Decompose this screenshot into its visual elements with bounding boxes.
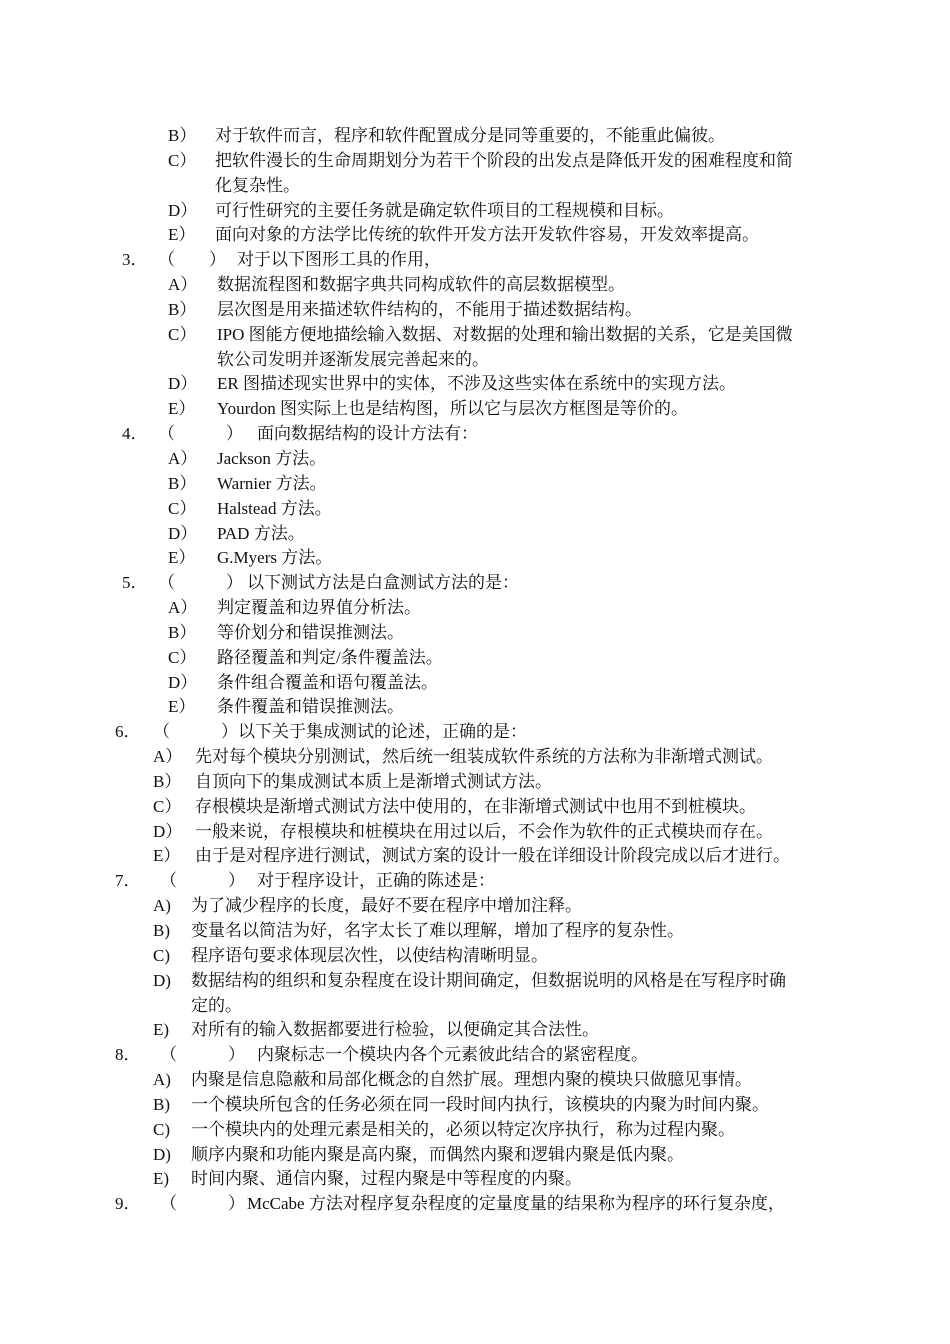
continuation-line [0,994,950,1019]
option-line [0,223,950,248]
option-text: 层次图是用来描述软件结构的，不能用于描述数据结构。 [217,299,642,319]
option-text: 化复杂性。 [215,175,300,195]
option-label: B） [168,622,197,642]
option-label: D） [168,672,198,692]
option-text: 把软件漫长的生命周期划分为若干个阶段的出发点是降低开发的困难程度和简 [215,150,793,170]
option-line [0,795,950,820]
option-line [0,894,950,919]
question-text: McCabe 方法对程序复杂程度的定量度量的结果称为程序的环行复杂度， [247,1194,785,1214]
option-label: B） [168,473,197,493]
option-label: C) [153,1119,170,1139]
question-line [0,869,950,894]
option-text: 面向对象的方法学比传统的软件开发方法开发软件容易，开发效率提高。 [215,225,759,245]
answer-blank: （ ） [153,722,238,742]
question-line [0,720,950,745]
question-text: 面向数据结构的设计方法有： [257,424,478,444]
option-text: G.Myers 方法。 [217,548,333,568]
option-line [0,372,950,397]
option-text: 条件组合覆盖和语句覆盖法。 [217,672,438,692]
option-label: E) [153,1020,170,1040]
option-line [0,1068,950,1093]
option-line [0,969,950,994]
option-label: A） [153,747,183,767]
option-text: 数据流程图和数据字典共同构成软件的高层数据模型。 [217,275,625,295]
question-line [0,1043,950,1068]
option-text: 条件覆盖和错误推测法。 [217,697,404,717]
option-line [0,919,950,944]
answer-blank: （ ） [160,1194,245,1214]
option-text: 变量名以简洁为好，名字太长了难以理解，增加了程序的复杂性。 [191,921,684,940]
option-label: C） [153,796,182,816]
option-text: 等价划分和错误推测法。 [217,622,404,642]
answer-blank: （ ） [160,1045,245,1065]
option-text: 一个模块所包含的任务必须在同一段时间内执行，该模块的内聚为时间内聚。 [191,1094,769,1114]
option-line [0,844,950,869]
option-label: C） [168,324,197,344]
option-line [0,149,950,174]
option-text: PAD 方法。 [217,523,305,543]
option-line [0,596,950,621]
option-line [0,472,950,497]
option-label: E） [168,548,196,568]
question-text: 内聚标志一个模块内各个元素彼此结合的紧密程度。 [257,1045,648,1065]
question-line [0,571,950,596]
option-text: 一个模块内的处理元素是相关的，必须以特定次序执行，称为过程内聚。 [191,1119,735,1139]
question-number: 4． [122,424,148,444]
option-line [0,124,950,149]
option-text: Warnier 方法。 [217,473,327,493]
option-label: E） [168,225,196,245]
option-text: 对所有的输入数据都要进行检验，以便确定其合法性。 [191,1020,599,1040]
question-number: 5． [122,573,148,593]
question-line [0,1192,950,1217]
option-line [0,199,950,224]
option-line [0,1093,950,1118]
option-line [0,671,950,696]
question-text: 对于以下图形工具的作用， [237,250,441,270]
option-line [0,273,950,298]
option-line [0,745,950,770]
question-number: 3． [122,250,148,270]
option-label: E） [168,399,196,419]
option-label: D) [153,970,171,990]
option-label: D） [168,374,198,394]
option-label: C) [153,945,170,965]
option-line [0,522,950,547]
option-text: 数据结构的组织和复杂程度在设计期间确定，但数据说明的风格是在写程序时确 [191,970,786,990]
option-text: 对于软件而言，程序和软件配置成分是同等重要的，不能重此偏彼。 [215,126,725,145]
option-text: 为了减少程序的长度，最好不要在程序中增加注释。 [191,896,582,916]
option-label: A） [168,448,198,468]
option-line [0,1118,950,1143]
answer-blank: （ ） [158,250,226,270]
option-label: E) [153,1169,170,1189]
option-text: 由于是对程序进行测试，测试方案的设计一般在详细设计阶段完成以后才进行。 [195,846,790,866]
option-text: 路径覆盖和判定/条件覆盖法。 [217,647,443,667]
question-line [0,248,950,273]
option-line [0,820,950,845]
question-number: 6． [115,722,141,742]
option-label: D) [153,1144,171,1164]
option-text: Yourdon 图实际上也是结构图，所以它与层次方框图是等价的。 [217,399,688,419]
option-line [0,497,950,522]
question-text: 以下关于集成测试的论述，正确的是： [238,722,527,742]
option-label: A） [168,275,198,295]
question-number: 7． [115,871,141,891]
question-line [0,422,950,447]
option-line [0,323,950,348]
answer-blank: （ ） [158,573,243,593]
option-text: ER 图描述现实世界中的实体，不涉及这些实体在系统中的实现方法。 [217,374,736,394]
option-line [0,447,950,472]
option-line [0,944,950,969]
option-text: 时间内聚、通信内聚，过程内聚是中等程度的内聚。 [191,1169,582,1189]
question-text: 以下测试方法是白盒测试方法的是： [247,573,519,593]
option-text: 先对每个模块分别测试，然后统一组装成软件系统的方法称为非渐增式测试。 [195,747,773,767]
option-label: C） [168,498,197,518]
option-text: 存根模块是渐增式测试方法中使用的，在非渐增式测试中也用不到桩模块。 [195,796,756,816]
option-text: 可行性研究的主要任务就是确定软件项目的工程规模和目标。 [215,200,674,220]
option-line [0,397,950,422]
option-label: D） [168,523,198,543]
option-line [0,1143,950,1168]
option-label: B） [168,299,197,319]
option-line [0,695,950,720]
option-line [0,646,950,671]
option-label: B） [168,126,197,145]
question-number: 9． [115,1194,141,1214]
answer-blank: （ ） [160,871,245,891]
answer-blank: （ ） [158,424,243,444]
option-label: A) [153,896,171,916]
option-label: E） [168,697,196,717]
option-text: Jackson 方法。 [217,448,327,468]
option-line [0,298,950,323]
option-line [0,546,950,571]
option-line [0,621,950,646]
question-text: 对于程序设计，正确的陈述是： [257,871,495,891]
option-text: 软公司发明并逐渐发展完善起来的。 [217,349,489,369]
option-line [0,770,950,795]
option-text: 一般来说，存根模块和桩模块在用过以后，不会作为软件的正式模块而存在。 [195,821,773,841]
option-label: B) [153,921,170,940]
option-label: C） [168,647,197,667]
option-text: 内聚是信息隐蔽和局部化概念的自然扩展。理想内聚的模块只做臆见事情。 [191,1070,752,1090]
option-label: D） [153,821,183,841]
continuation-line [0,348,950,373]
option-label: E） [153,846,181,866]
option-line [0,1018,950,1043]
document-page [0,124,950,1217]
option-text: 定的。 [191,995,242,1015]
option-label: B) [153,1094,170,1114]
option-text: IPO 图能方便地描绘输入数据、对数据的处理和输出数据的关系，它是美国微 [217,324,793,344]
option-text: Halstead 方法。 [217,498,332,518]
option-text: 顺序内聚和功能内聚是高内聚，而偶然内聚和逻辑内聚是低内聚。 [191,1144,684,1164]
option-line [0,1167,950,1192]
option-label: C） [168,150,197,170]
option-label: A) [153,1070,171,1090]
option-text: 程序语句要求体现层次性，以使结构清晰明显。 [191,945,548,965]
option-label: D） [168,200,198,220]
continuation-line [0,174,950,199]
option-text: 自顶向下的集成测试本质上是渐增式测试方法。 [195,771,552,791]
option-label: A） [168,598,198,618]
question-number: 8． [115,1045,141,1065]
option-text: 判定覆盖和边界值分析法。 [217,598,421,618]
option-label: B） [153,771,182,791]
